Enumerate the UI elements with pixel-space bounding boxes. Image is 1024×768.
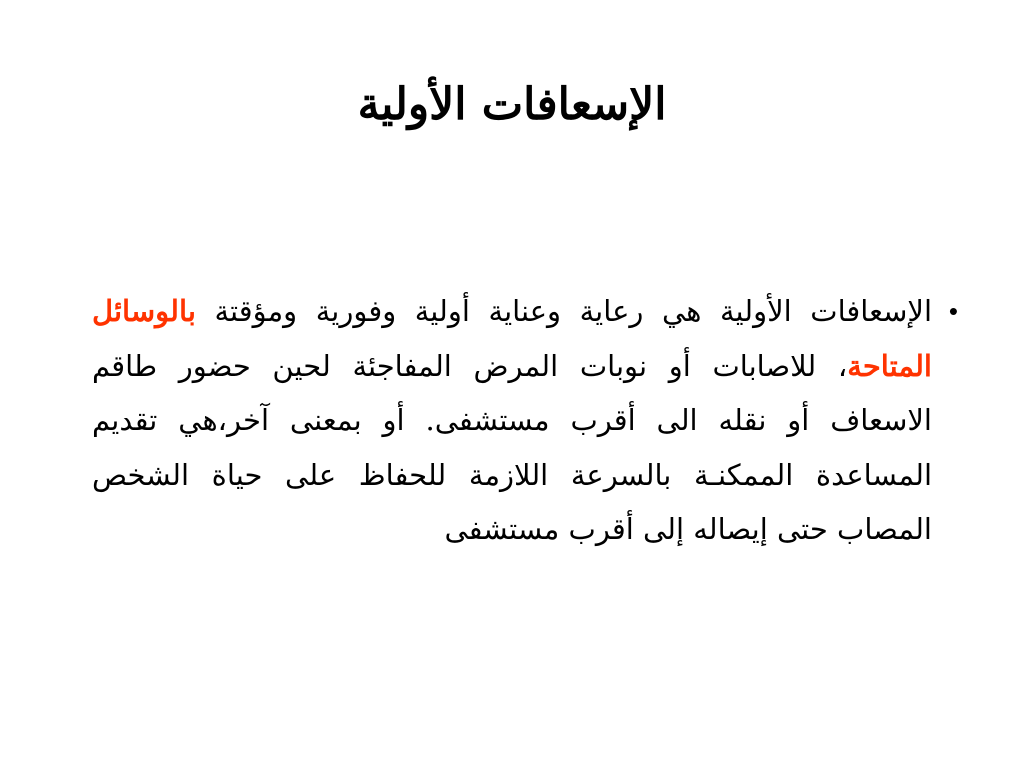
bullet-highlight: بالوسائل المتاحة xyxy=(92,294,932,383)
bullet-item xyxy=(92,284,958,557)
bullet-marker: • xyxy=(948,296,958,326)
bullet-text-before: الإسعافات الأولية هي رعاية وعناية أولية وفورية ومؤقتة xyxy=(195,294,932,328)
bullet-text-after: ، للاصابات أو نوبات المرض المفاجئة لحين حضور طاقم الاسعاف أو نقله الى أقرب مستشفى. أو بمعنى آخر،هي تقديم المساعدة الممكنـة بالسرعة اللازمة للحفاظ على حياة الشخص المصاب حتى إيصاله إلى أقرب مستشفى xyxy=(92,348,932,546)
bullet-list xyxy=(92,284,958,557)
slide-title: الإسعافات الأولية xyxy=(357,79,667,130)
